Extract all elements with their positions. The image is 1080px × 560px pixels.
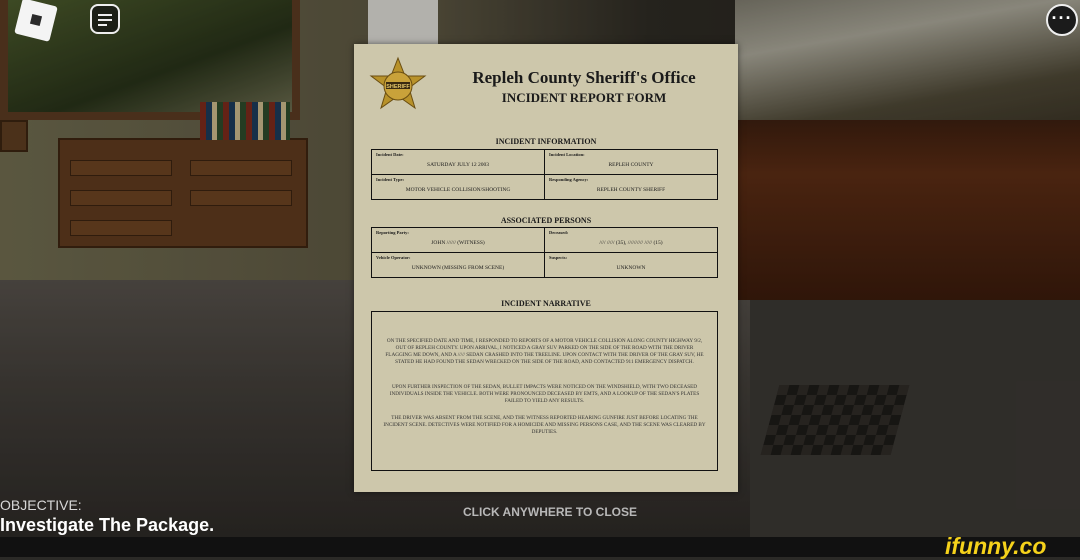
deceased-cell: Deceased: //// ///// (35), ////////// ///// (15) xyxy=(549,230,663,246)
office-title: Repleh County Sheriff's Office xyxy=(472,68,696,87)
vehicle-operator-cell: Vehicle Operator: UNKNOWN (MISSING FROM SCENE) xyxy=(372,253,545,277)
associated-persons-table xyxy=(371,227,718,278)
objective-label: OBJECTIVE: xyxy=(0,497,82,513)
objective-text: Investigate The Package. xyxy=(0,515,215,535)
reporting-party-cell: Reporting Party: JOHN ////// (WITNESS) xyxy=(372,228,545,252)
suspects-cell: Suspects: UNKNOWN xyxy=(549,255,646,271)
narrative-paragraph: THE DRIVER WAS ABSENT FROM THE SCENE, AND THE WITNESS REPORTED HEARING GUNFIRE JUST BEFORE LOCATING THE INCIDENT SCENE. DETECTIVES WERE NOTIFIED FOR A HOMICIDE AND MISSING PERSONS CASE, AND THE SCENE WAS CLEARED BY DEPUTIES. xyxy=(383,415,706,435)
bottom-strip xyxy=(0,537,1080,557)
incident-info-table xyxy=(371,149,718,200)
narrative-heading: INCIDENT NARRATIVE xyxy=(501,299,591,308)
narrative-paragraph: ON THE SPECIFIED DATE AND TIME, I RESPONDED TO REPORTS OF A MOTOR VEHICLE COLLISION ALONG COUNTY HIGHWAY 9/2, OUT OF REPLEH COUNTY. UPON ARRIVAL, I NOTICED A GRAY SUV PARKED ON THE SIDE OF THE ROAD WITH THE DRIVER FLAGGING ME DOWN, AND A ///// SEDAN CRASHED INTO THE TREELINE. UPON CONTACT WITH THE DRIVER OF THE GRAY SUV, HE STATED HE HAD FOUND THE SEDAN WRECKED ON THE SIDE OF THE ROAD, AND CONTACTED 911 EMERGENCY DISPATCH. xyxy=(385,338,704,365)
more-menu-icon[interactable]: ··· xyxy=(1046,4,1078,36)
responding-agency-cell: Responding Agency: REPLEH COUNTY SHERIFF xyxy=(549,177,666,193)
associated-persons-heading: ASSOCIATED PERSONS xyxy=(500,216,592,225)
incident-report-document[interactable] xyxy=(354,44,738,492)
sheriff-badge-icon xyxy=(368,56,428,116)
form-title: INCIDENT REPORT FORM xyxy=(501,90,667,105)
badge-text: SHERIFF xyxy=(386,84,410,90)
narrative-paragraph: UPON FURTHER INSPECTION OF THE SEDAN, BULLET IMPACTS WERE NOTICED ON THE WINDSHIELD, WITH TWO DECEASED INDIVIDUALS INSIDE THE VEHICLE. BOTH WERE PRONOUNCED DECEASED BY EMTS, AND A LOOKUP OF THE SEDAN'S PLATES FAILED TO YIELD ANY RESULTS. xyxy=(389,384,700,404)
ifunny-watermark: ifunny.co xyxy=(945,533,1047,559)
incident-location-cell: Incident Location: REPLEH COUNTY xyxy=(549,152,654,168)
narrative-box xyxy=(371,311,718,471)
incident-type-cell: Incident Type: MOTOR VEHICLE COLLISION/SHOOTING xyxy=(372,175,545,199)
close-hint-text[interactable]: CLICK ANYWHERE TO CLOSE xyxy=(462,505,637,519)
chat-icon[interactable] xyxy=(90,4,120,34)
incident-info-heading: INCIDENT INFORMATION xyxy=(495,137,597,146)
incident-date-cell: Incident Date: SATURDAY JULY 12 2003 xyxy=(372,150,545,174)
